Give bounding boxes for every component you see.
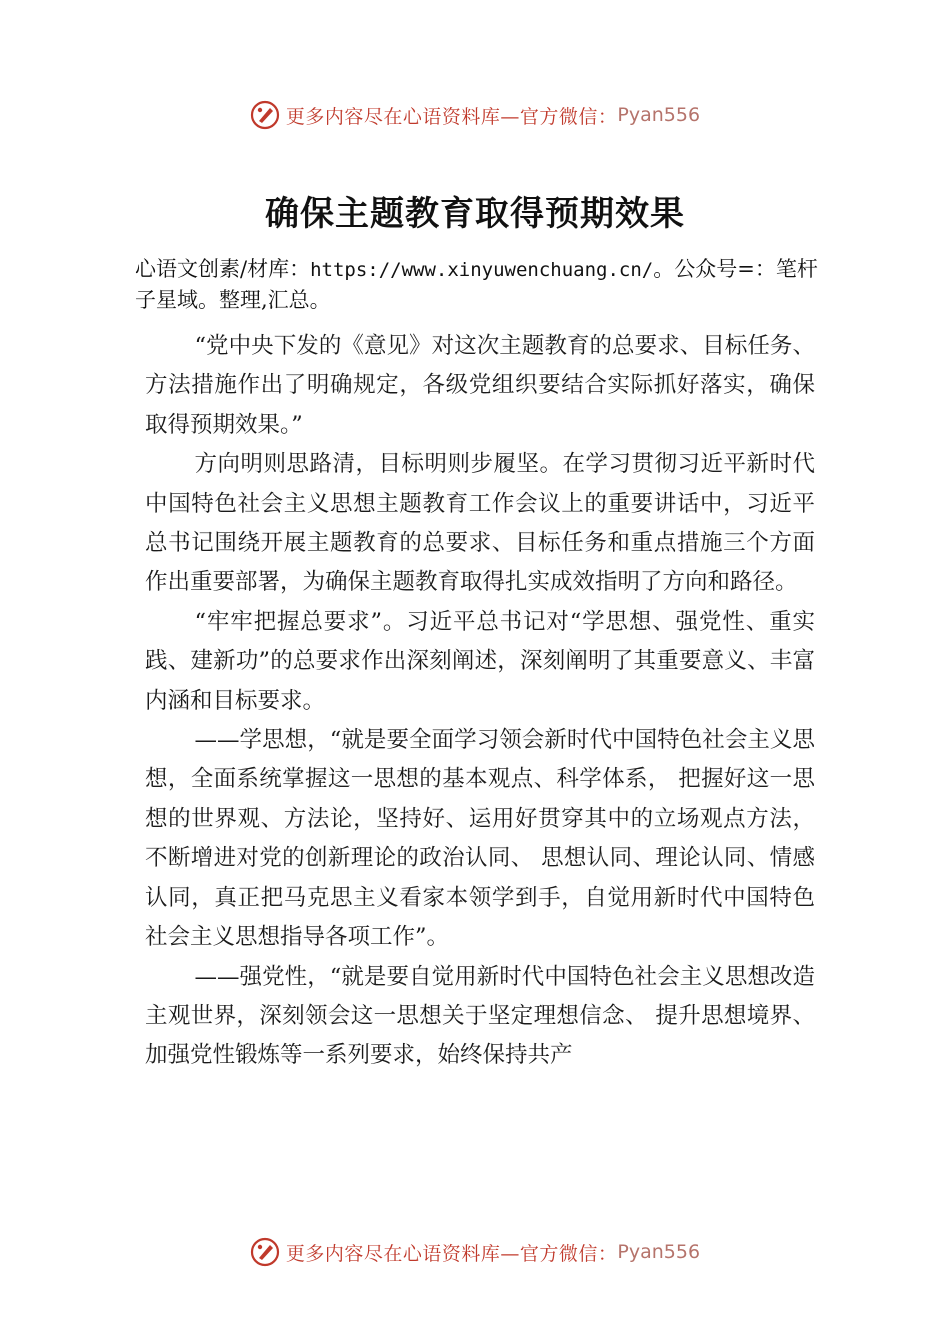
source-suffix: 。公众号=：笔杆子星域。整理,汇总。 bbox=[135, 257, 818, 312]
paragraph: ——学思想，“就是要全面学习领会新时代中国特色社会主义思想，全面系统掌握这一思想的基本观点、科学体系， 把握好这一思想的世界观、方法论，坚持好、运用好贯穿其中的立场观点方法，不断增进对党的创新理论的政治认同、 思想认同、理论认同、情感认同，真正把马克思主义看家本领学到手，自觉用新时代中国特色社会主义思想指导各项工作”。 bbox=[145, 727, 815, 951]
banner-text: 更多内容尽在心语资料库—官方微信： bbox=[285, 105, 618, 128]
source-prefix: 心语文创素/材库： bbox=[135, 257, 311, 281]
logo-icon bbox=[250, 100, 280, 130]
source-url: https://www.xinyuwenchuang.cn/ bbox=[310, 259, 654, 281]
header-banner bbox=[0, 95, 950, 135]
banner-wechat-id: Pyan556 bbox=[617, 1241, 701, 1263]
paragraph: 方向明则思路清，目标明则步履坚。在学习贯彻习近平新时代中国特色社会主义思想主题教育工作会议上的重要讲话中，习近平总书记围绕开展主题教育的总要求、目标任务和重点措施三个方面作出重要部署，为确保主题教育取得扎实成效指明了方向和路径。 bbox=[145, 451, 815, 596]
footer-banner bbox=[0, 1232, 950, 1272]
source-line bbox=[135, 254, 835, 315]
paragraph: ——强党性，“就是要自觉用新时代中国特色社会主义思想改造主观世界，深刻领会这一思想关于坚定理想信念、 提升思想境界、加强党性锻炼等一系列要求，始终保持共产 bbox=[145, 963, 815, 1069]
document-body bbox=[145, 327, 815, 1076]
logo-icon bbox=[250, 1237, 280, 1267]
paragraph: “党中央下发的《意见》对这次主题教育的总要求、目标任务、方法措施作出了明确规定，各级党组织要结合实际抓好落实，确保取得预期效果。” bbox=[145, 333, 815, 438]
banner-text: 更多内容尽在心语资料库—官方微信： bbox=[285, 1242, 618, 1265]
document-title: 确保主题教育取得预期效果 bbox=[265, 194, 685, 234]
banner-wechat-id: Pyan556 bbox=[617, 104, 701, 126]
paragraph: “牢牢把握总要求”。习近平总书记对“学思想、强党性、重实践、建新功”的总要求作出深刻阐述，深刻阐明了其重要意义、丰富内涵和目标要求。 bbox=[145, 608, 815, 714]
